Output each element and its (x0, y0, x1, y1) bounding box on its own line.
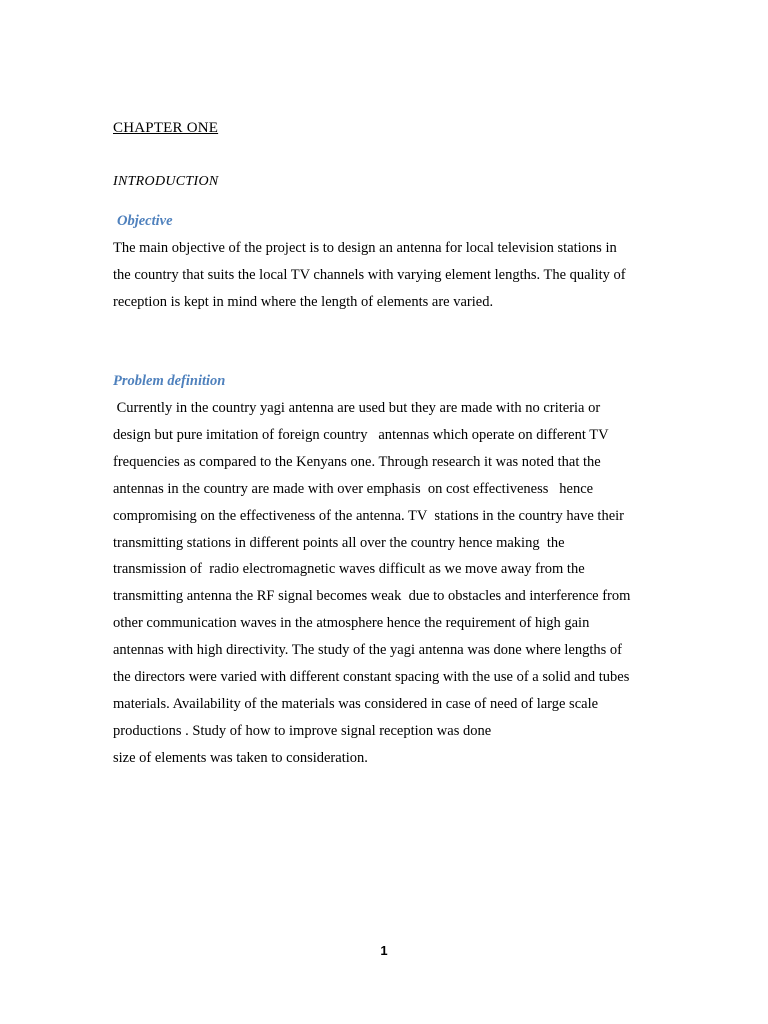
problem-line: the directors were varied with different constant spacing with the use of a solid and tubes (113, 669, 630, 686)
objective-line: The main objective of the project is to design an antenna for local television stations in (113, 240, 617, 256)
problem-line: compromising on the effectiveness of the antenna. TV stations in the country have their (113, 507, 624, 524)
problem-heading: Problem definition (113, 373, 226, 389)
objective-line: the country that suits the local TV channels with varying element lengths. The quality of (113, 266, 626, 283)
problem-line: size of elements was taken to consideration. (113, 749, 368, 766)
problem-line: Currently in the country yagi antenna are used but they are made with no criteria or (113, 400, 601, 416)
problem-line: antennas with high directivity. The study of the yagi antenna was done where lengths of (113, 642, 622, 659)
objective-line: reception is kept in mind where the length of elements are varied. (113, 293, 494, 310)
chapter-title: CHAPTER ONE (113, 120, 219, 136)
problem-line: productions . Study of how to improve signal reception was done (113, 722, 492, 739)
problem-line: antennas in the country are made with over emphasis on cost effectiveness hence (113, 480, 594, 497)
problem-line: transmitting stations in different points all over the country hence making the (113, 534, 565, 551)
problem-line: design but pure imitation of foreign country antennas which operate on different TV (113, 426, 609, 443)
page-number: 1 (380, 943, 388, 958)
problem-line: transmitting antenna the RF signal becomes weak due to obstacles and interference from (113, 588, 631, 605)
problem-line: frequencies as compared to the Kenyans one. Through research it was noted that the (113, 453, 601, 470)
problem-paragraph (113, 395, 673, 772)
section-title: INTRODUCTION (113, 174, 219, 189)
problem-line: transmission of radio electromagnetic waves difficult as we move away from the (113, 561, 585, 578)
problem-line: other communication waves in the atmosphere hence the requirement of high gain (113, 615, 590, 632)
objective-paragraph (113, 235, 673, 316)
problem-line: materials. Availability of the materials was considered in case of need of large scale (113, 695, 599, 712)
objective-heading: Objective (117, 213, 173, 229)
